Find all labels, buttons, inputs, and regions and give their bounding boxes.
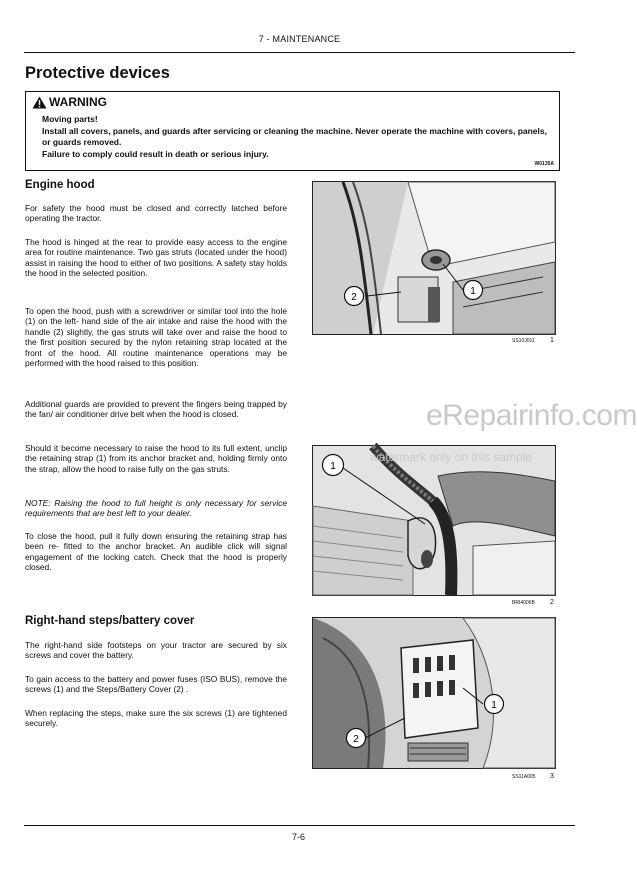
warning-code: W0135A <box>534 161 554 167</box>
engine-hood-heading: Engine hood <box>25 179 95 191</box>
paragraph: Additional guards are provided to prevent the fingers being trapped by the fan/ air conditioner drive belt when the hood is closed. <box>25 399 287 420</box>
callout-1-icon <box>462 279 484 301</box>
steps-cover-heading: Right-hand steps/battery cover <box>25 615 195 627</box>
figure-retaining-strap <box>312 445 556 596</box>
paragraph: Should it become necessary to raise the hood to its full extent, unclip the retaining strap (1) from its anchor bracket and, holding firmly onto the strap, allow the hood to raise fully on the gas struts. <box>25 443 287 474</box>
paragraph: To open the hood, push with a screwdriver or similar tool into the hole (1) on the left- hand side of the air intake and raise the hood with the handle (2) slightly, the gas struts will take over and raise the hood to the first position secured by the nylon retaining strap located at the front of the hood. All routine maintenance operations may be performed with the hood raised to this position. <box>25 306 287 369</box>
callout-label: 2 <box>351 292 357 303</box>
figure-code: BRI4006B <box>512 600 535 606</box>
callout-label: 1 <box>330 461 336 472</box>
hood-photo-illustration <box>313 182 555 334</box>
figure-number: 2 <box>550 599 554 606</box>
figure-number: 3 <box>550 773 554 780</box>
figure-code: SS11A005 <box>512 774 536 780</box>
paragraph: The hood is hinged at the rear to provide easy access to the engine area for routine maintenance. Two gas struts (located under the hood) assist in raising the hood to either of two positions. A safety stay holds the hood in the selected position. <box>25 237 287 279</box>
warning-line: Failure to comply could result in death or serious injury. <box>42 148 269 159</box>
page-number: 7-6 <box>291 832 305 842</box>
figure-number: 1 <box>550 337 554 344</box>
paragraph: When replacing the steps, make sure the six screws (1) are tightened securely. <box>25 708 287 729</box>
figure-code: SS10J011 <box>512 338 535 344</box>
watermark-caption: watermark only on this sample <box>370 450 533 464</box>
paragraph: To close the hood, pull it fully down ensuring the retaining strap has been re- fitted to the anchor bracket. An audible click will signal engagement of the locking catch. Check that the hood is properly closed. <box>25 531 287 573</box>
warning-text <box>42 114 557 160</box>
section-header: 7 - MAINTENANCE <box>258 34 341 44</box>
warning-heading <box>32 95 107 109</box>
callout-1-icon <box>483 693 505 715</box>
paragraph: The right-hand side footsteps on your tractor are secured by six screws and cover the battery. <box>25 640 287 661</box>
callout-label: 1 <box>491 700 497 711</box>
warning-box <box>25 91 560 171</box>
warning-line: Moving parts! <box>42 114 98 124</box>
page-title: Protective devices <box>25 64 170 82</box>
watermark-logo: eRepairinfo.com <box>426 399 637 432</box>
callout-label: 1 <box>470 286 476 297</box>
warning-line: Install all covers, panels, and guards after servicing or cleaning the machine. Never operate the machine with covers, panels, or guards removed. <box>42 125 547 147</box>
figure-hood-hole <box>312 181 556 335</box>
footer-rule <box>24 825 575 826</box>
callout-label: 2 <box>353 734 359 745</box>
figure-battery-cover <box>312 617 556 769</box>
callout-1-icon <box>321 453 345 477</box>
strap-photo-illustration <box>313 446 555 595</box>
warning-triangle-icon <box>32 96 47 109</box>
header-rule <box>24 52 575 53</box>
note-paragraph: NOTE: Raising the hood to full height is only necessary for service requirements that are best left to your dealer. <box>25 498 287 519</box>
paragraph: For safety the hood must be closed and correctly latched before operating the tractor. <box>25 203 287 224</box>
callout-2-icon <box>343 285 365 307</box>
warning-label: WARNING <box>49 95 107 109</box>
callout-2-icon <box>345 727 367 749</box>
paragraph: To gain access to the battery and power fuses (ISO BUS), remove the screws (1) and the Steps/Battery Cover (2) . <box>25 674 287 695</box>
